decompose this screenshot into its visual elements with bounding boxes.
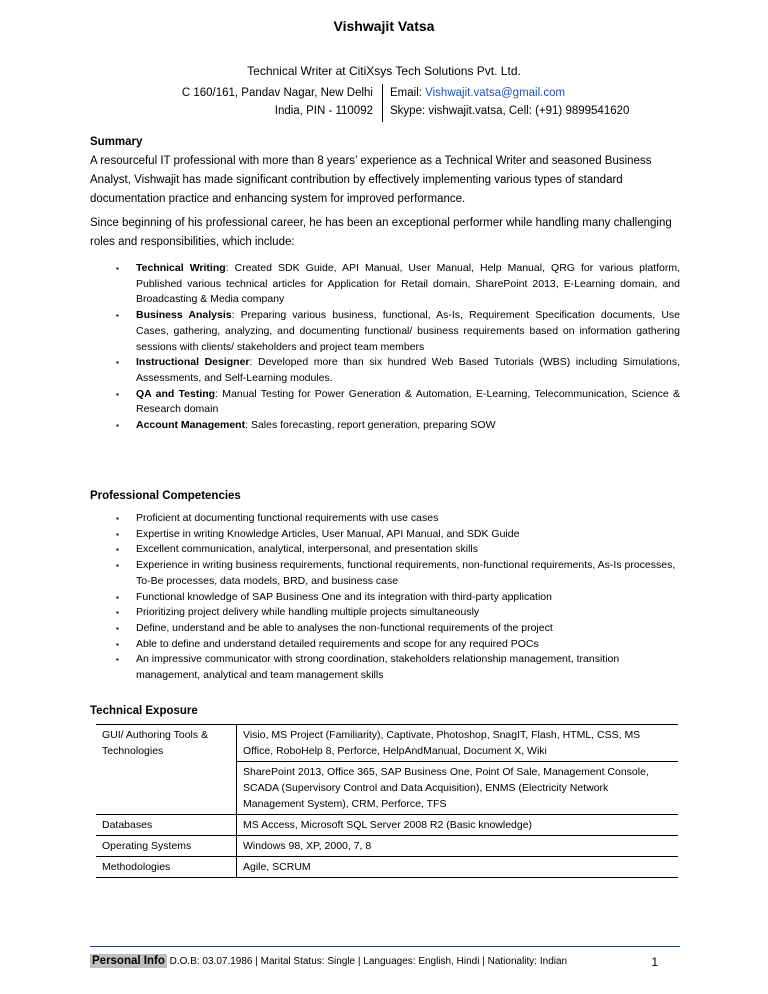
job-title: Technical Writer at CitiXsys Tech Solutions Pvt. Ltd. — [247, 64, 521, 78]
item-text: An impressive communicator with strong coordination, stakeholders relationship management, transition management, analytical and team management skills — [136, 653, 620, 682]
item-title: Technical Writing — [136, 262, 226, 274]
contact-block — [390, 84, 629, 120]
list-item — [116, 637, 680, 653]
bullet-icon: ▪ — [116, 592, 119, 602]
contact-divider — [382, 84, 383, 122]
address-line-2: India, PIN - 110092 — [274, 105, 373, 117]
summary-heading: Summary — [90, 136, 143, 148]
list-item — [116, 261, 680, 308]
email-label: Email: — [390, 87, 422, 99]
bullet-icon: ▪ — [116, 529, 119, 539]
responsibilities-list — [116, 261, 680, 434]
bullet-icon: ▪ — [116, 311, 119, 321]
table-row — [96, 857, 678, 878]
bullet-icon: ▪ — [116, 421, 119, 431]
list-item — [116, 542, 680, 558]
item-title: Business Analysis — [136, 309, 232, 322]
item-text: Able to define and understand detailed requirements and scope for any required POCs — [136, 637, 539, 650]
table-cell-category — [96, 762, 237, 815]
table-cell-category: Operating Systems — [96, 836, 237, 857]
item-text: : Manual Testing for Power Generation & Automation, E-Learning, Telecommunication, Science & Research domain — [136, 387, 680, 416]
bullet-icon: ▪ — [116, 639, 119, 649]
table-row — [96, 815, 678, 836]
list-item — [116, 387, 680, 418]
table-cell-value: SharePoint 2013, Office 365, SAP Business One, Point Of Sale, Management Console, SCADA (Supervisory Control and Data Acquisition), ENMS (Electricity Network Management System), CRM, Perforce, TFS — [237, 762, 679, 815]
bullet-icon: ▪ — [116, 655, 119, 665]
item-text: : Sales forecasting, report generation, preparing SOW — [245, 419, 496, 432]
footer-divider — [90, 946, 680, 947]
item-text: Functional knowledge of SAP Business One and its integration with third-party application — [136, 590, 552, 603]
item-title: QA and Testing — [136, 387, 216, 400]
table-row — [96, 836, 678, 857]
list-item — [116, 621, 680, 637]
personal-info-label: Personal Info — [92, 955, 165, 967]
item-title: Account Management — [136, 419, 246, 432]
item-text: Excellent communication, analytical, interpersonal, and presentation skills — [136, 543, 479, 556]
item-text: : Created SDK Guide, API Manual, User Manual, Help Manual, QRG for various platform, Published various technical articles for Application for Retail domain, SharePoint 2013, E-Learning domain, and Broadcasting & Media company — [136, 262, 680, 306]
item-text: Proficient at documenting functional requirements with use cases — [136, 512, 439, 524]
table-cell-category: Databases — [96, 815, 237, 836]
table-row — [96, 725, 678, 762]
competencies-list — [116, 511, 680, 684]
personal-info-text: D.O.B: 03.07.1986 | Marital Status: Single | Languages: English, Hindi | Nationality: Indian — [166, 956, 568, 967]
email-link[interactable]: Vishwajit.vatsa@gmail.com — [425, 87, 566, 99]
skype-line: Skype: vishwajit.vatsa, Cell: (+91) 9899541620 — [390, 105, 630, 117]
bullet-icon: ▪ — [116, 389, 119, 399]
bullet-icon: ▪ — [116, 623, 119, 633]
list-item — [116, 605, 680, 621]
email-line — [390, 84, 629, 102]
item-text: : Developed more than six hundred Web Based Tutorials (WBS) including Simulations, Assessments, and Self-Learning modules. — [136, 356, 681, 384]
table-cell-value: Visio, MS Project (Familiarity), Captivate, Photoshop, SnagIT, Flash, HTML, CSS, MS Office, RoboHelp 8, Perforce, HelpAndManual, Document X, Wiki — [237, 725, 679, 762]
technical-heading: Technical Exposure — [90, 705, 198, 717]
list-item — [116, 590, 680, 606]
item-text: : Preparing various business, functional, As-Is, Requirement Specification documents, Use Cases, gathering, analyzing, and documenting functional/ business requirements based on information gathering sessions with clients/ stakeholders and project team members — [136, 309, 680, 353]
list-item — [116, 355, 680, 386]
item-text: Prioritizing project delivery while handling multiple projects simultaneously — [136, 606, 480, 619]
technical-table — [96, 724, 678, 878]
bullet-icon: ▪ — [116, 608, 119, 618]
bullet-icon: ▪ — [116, 545, 119, 555]
bullet-icon: ▪ — [116, 358, 119, 368]
item-text: Define, understand and be able to analyses the non-functional requirements of the project — [136, 621, 553, 634]
list-item — [116, 418, 680, 434]
table-cell-value: Windows 98, XP, 2000, 7, 8 — [237, 836, 679, 857]
competencies-heading: Professional Competencies — [90, 490, 241, 502]
summary-paragraph-2: Since beginning of his professional career, he has been an exceptional performer while handling many challenging roles and responsibilities, which include: — [90, 217, 672, 248]
candidate-name: Vishwajit Vatsa — [333, 18, 435, 34]
table-cell-value: Agile, SCRUM — [237, 857, 679, 878]
bullet-icon: ▪ — [116, 264, 119, 273]
table-cell-category: GUI/ Authoring Tools & Technologies — [96, 725, 237, 762]
list-item — [116, 511, 680, 527]
list-item — [116, 308, 680, 355]
summary-paragraph-1: A resourceful IT professional with more than 8 years’ experience as a Technical Writer and seasoned Business Analyst, Vishwajit has made significant contribution by effectively implementing various types of standard documentation practice and enhancing system for improved performance. — [90, 155, 652, 205]
table-row — [96, 762, 678, 815]
item-text: Expertise in writing Knowledge Articles, User Manual, API Manual, and SDK Guide — [136, 527, 520, 540]
footer — [90, 955, 680, 967]
list-item — [116, 527, 680, 543]
table-cell-value: MS Access, Microsoft SQL Server 2008 R2 (Basic knowledge) — [237, 815, 679, 836]
item-title: Instructional Designer — [136, 356, 250, 369]
page-number: 1 — [651, 955, 658, 969]
table-cell-category: Methodologies — [96, 857, 237, 878]
item-text: Experience in writing business requirements, functional requirements, non-functional requirements, As-Is processes, To-Be processes, data models, BRD, and business case — [136, 559, 676, 587]
list-item — [116, 652, 680, 683]
address-line-1: C 160/161, Pandav Nagar, New Delhi — [181, 87, 373, 99]
bullet-icon: ▪ — [116, 561, 119, 571]
bullet-icon: ▪ — [116, 514, 119, 523]
address-block — [182, 84, 378, 120]
list-item — [116, 558, 680, 589]
